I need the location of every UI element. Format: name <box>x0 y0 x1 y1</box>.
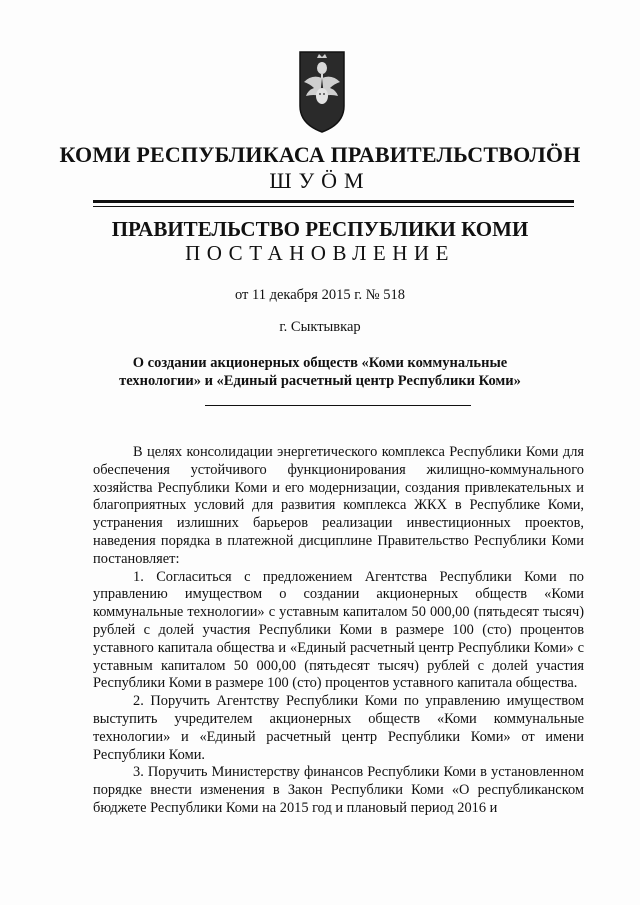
russian-document-type: ПОСТАНОВЛЕНИЕ <box>185 241 455 265</box>
title-underline <box>205 405 471 406</box>
decree-date-number: от 11 декабря 2015 г. № 518 <box>235 287 405 303</box>
header-rule-thin <box>93 206 574 207</box>
decree-title-line-2: технологии» и «Единый расчетный центр Республики Коми» <box>119 373 521 389</box>
decree-body <box>93 444 584 818</box>
header-rule-thick <box>93 200 574 203</box>
clause-2-paragraph: 2. Поручить Агентству Республики Коми по управлению имуществом выступить учредителем акционерных обществ «Коми коммунальные технологии» и «Единый расчетный центр Республики Коми» от имени Республики Коми. <box>93 693 584 763</box>
clause-1-paragraph: 1. Согласиться с предложением Агентства Республики Коми по управлению имуществом о создании акционерных обществ «Коми коммунальные технологии» с уставным капиталом 50 000,00 (пятьдесят тысяч) рублей с долей участия Республики Коми в размере 100 (сто) процентов уставного капитала общества и «Единый расчетный центр Республики Коми» с уставным капиталом 50 000,00 (пятьдесят тысяч) рублей с долей участия Республики Коми в размере 100 (сто) процентов уставного капитала общества. <box>93 568 584 692</box>
decree-title-line-1: О создании акционерных обществ «Коми коммунальные <box>132 355 508 371</box>
preamble-paragraph: В целях консолидации энергетического комплекса Республики Коми для обеспечения устойчивого функционирования жилищно-коммунального хозяйства Республики Коми и его модернизации, создания привлекательных и благоприятных условий для развития комплекса ЖКХ в Республике Коми, устранения излишних барьеров реализации инвестиционных проектов, наведения порядка в платежной дисциплине Правительство Республики Коми постановляет: <box>93 444 584 567</box>
komi-coat-of-arms-icon <box>298 48 346 134</box>
komi-document-type: ШУӦМ <box>269 168 371 193</box>
clause-3-paragraph: 3. Поручить Министерству финансов Республики Коми в установленном порядке внести изменения в Закон Республики Коми «О республиканском бюджете Республики Коми на 2015 год и плановый период 2016 и <box>93 764 584 816</box>
komi-government-title: КОМИ РЕСПУБЛИКАСА ПРАВИТЕЛЬСТВОЛӦН <box>59 142 581 167</box>
decree-title <box>100 354 540 390</box>
russian-government-title: ПРАВИТЕЛЬСТВО РЕСПУБЛИКИ КОМИ <box>111 217 529 241</box>
decree-city: г. Сыктывкар <box>279 319 361 335</box>
